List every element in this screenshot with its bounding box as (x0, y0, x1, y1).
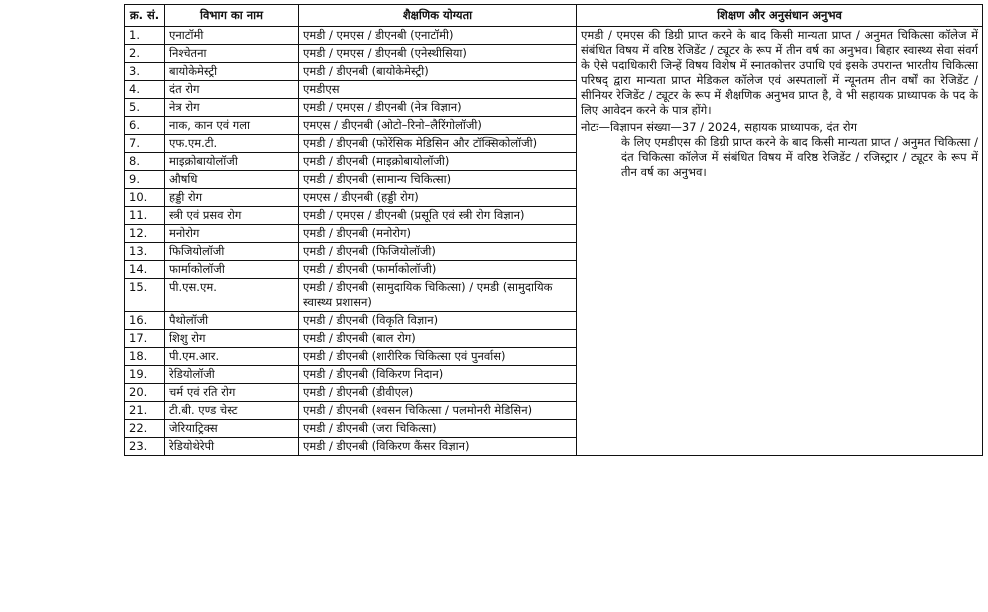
department-cell: हड्डी रोग (165, 189, 299, 207)
table-row (125, 27, 983, 45)
serial-cell: 18. (125, 348, 165, 366)
qualification-cell: एमडी / एमएस / डीएनबी (नेत्र विज्ञान) (299, 99, 577, 117)
qualification-cell: एमडी / डीएनबी (डीवीएल) (299, 384, 577, 402)
qualification-cell: एमडी / डीएनबी (फार्माकोलॉजी) (299, 261, 577, 279)
department-cell: माइक्रोबायोलॉजी (165, 153, 299, 171)
header-experience: शिक्षण और अनुसंधान अनुभव (577, 5, 983, 27)
serial-cell: 10. (125, 189, 165, 207)
qualification-cell: एमडी / डीएनबी (फोरेंसिक मेडिसिन और टॉक्सिकोलॉजी) (299, 135, 577, 153)
table-body (125, 27, 983, 456)
serial-cell: 17. (125, 330, 165, 348)
department-cell: निश्चेतना (165, 45, 299, 63)
serial-cell: 12. (125, 225, 165, 243)
serial-cell: 13. (125, 243, 165, 261)
department-cell: नेत्र रोग (165, 99, 299, 117)
qualification-cell: एमडी / डीएनबी (सामान्य चिकित्सा) (299, 171, 577, 189)
department-cell: बायोकेमेस्ट्री (165, 63, 299, 81)
department-cell: रेडियोलॉजी (165, 366, 299, 384)
department-cell: पी.एम.आर. (165, 348, 299, 366)
qualification-cell: एमडी / एमएस / डीएनबी (एनेस्थीसिया) (299, 45, 577, 63)
serial-cell: 23. (125, 438, 165, 456)
serial-cell: 4. (125, 81, 165, 99)
experience-note-lead: नोटः—विज्ञापन संख्या—37 / 2024, सहायक प्राध्यापक, दंत रोग (581, 120, 857, 134)
qualification-cell: एमडी / डीएनबी (बायोकेमेस्ट्री) (299, 63, 577, 81)
qualification-cell: एमडी / डीएनबी (सामुदायिक चिकित्सा) / एमडी (सामुदायिक स्वास्थ्य प्रशासन) (299, 279, 577, 312)
qualification-cell: एमडी / डीएनबी (फिजियोलॉजी) (299, 243, 577, 261)
serial-cell: 1. (125, 27, 165, 45)
department-cell: दंत रोग (165, 81, 299, 99)
serial-cell: 5. (125, 99, 165, 117)
department-cell: फार्माकोलॉजी (165, 261, 299, 279)
qualification-table (124, 4, 983, 456)
table-header-row (125, 5, 983, 27)
header-department: विभाग का नाम (165, 5, 299, 27)
serial-cell: 16. (125, 312, 165, 330)
department-cell: जेरियाट्रिक्स (165, 420, 299, 438)
experience-note (581, 120, 978, 180)
experience-main-text: एमडी / एमएस की डिग्री प्राप्त करने के बाद किसी मान्यता प्राप्त / अनुमत चिकित्सा कॉलेज में संबंधित विषय में वरिष्ठ रेजिडेंट / ट्यूटर के रूप में तीन वर्ष का अनुभव। बिहार स्वास्थ्य सेवा संवर्ग के ऐसे पदाधिकारी जिन्हें विषय विशेष में स्नातकोत्तर उपाधि एवं इसके उपरान्त भारतीय चिकित्सा परिषद् द्वारा मान्यता प्राप्त मेडिकल कॉलेज एवं अस्पतालों में न्यूनतम तीन वर्षों का रेजिडेंट / सीनियर रेजिडेंट / ट्यूटर के रूप में शैक्षणिक अनुभव प्राप्त है, वे भी सहायक प्राध्यापक के पद के लिए आवेदन करने के पात्र होंगे। (581, 28, 978, 117)
qualification-cell: एमडी / डीएनबी (विकिरण निदान) (299, 366, 577, 384)
department-cell: रेडियोथेरेपी (165, 438, 299, 456)
department-cell: एनाटॉमी (165, 27, 299, 45)
serial-cell: 3. (125, 63, 165, 81)
serial-cell: 11. (125, 207, 165, 225)
department-cell: शिशु रोग (165, 330, 299, 348)
qualification-cell: एमडीएस (299, 81, 577, 99)
qualification-cell: एमडी / एमएस / डीएनबी (एनाटॉमी) (299, 27, 577, 45)
serial-cell: 20. (125, 384, 165, 402)
serial-cell: 8. (125, 153, 165, 171)
serial-cell: 15. (125, 279, 165, 312)
qualification-cell: एमडी / डीएनबी (बाल रोग) (299, 330, 577, 348)
serial-cell: 9. (125, 171, 165, 189)
qualification-cell: एमएस / डीएनबी (ओटो–रिनो–लैरिंगोलॉजी) (299, 117, 577, 135)
department-cell: चर्म एवं रति रोग (165, 384, 299, 402)
serial-cell: 22. (125, 420, 165, 438)
serial-cell: 2. (125, 45, 165, 63)
header-serial: क्र. सं. (125, 5, 165, 27)
serial-cell: 21. (125, 402, 165, 420)
department-cell: फिजियोलॉजी (165, 243, 299, 261)
qualification-cell: एमडी / डीएनबी (श्वसन चिकित्सा / पलमोनरी मेडिसिन) (299, 402, 577, 420)
serial-cell: 19. (125, 366, 165, 384)
serial-cell: 7. (125, 135, 165, 153)
qualification-cell: एमएस / डीएनबी (हड्डी रोग) (299, 189, 577, 207)
serial-cell: 14. (125, 261, 165, 279)
qualification-cell: एमडी / डीएनबी (विकिरण कैंसर विज्ञान) (299, 438, 577, 456)
department-cell: पी.एस.एम. (165, 279, 299, 312)
qualification-cell: एमडी / डीएनबी (माइक्रोबायोलॉजी) (299, 153, 577, 171)
department-cell: स्त्री एवं प्रसव रोग (165, 207, 299, 225)
qualification-cell: एमडी / डीएनबी (विकृति विज्ञान) (299, 312, 577, 330)
department-cell: नाक, कान एवं गला (165, 117, 299, 135)
serial-cell: 6. (125, 117, 165, 135)
experience-note-body: के लिए एमडीएस की डिग्री प्राप्त करने के बाद किसी मान्यता प्राप्त / अनुमत चिकित्सा / दंत चिकित्सा कॉलेज में संबंधित विषय में वरिष्ठ रेजिडेंट / रजिस्ट्रार / ट्यूटर के रूप में तीन वर्ष का अनुभव। (621, 135, 978, 179)
department-cell: औषधि (165, 171, 299, 189)
experience-cell (577, 27, 983, 456)
qualification-cell: एमडी / डीएनबी (शारीरिक चिकित्सा एवं पुनर्वास) (299, 348, 577, 366)
department-cell: पैथोलॉजी (165, 312, 299, 330)
header-qualification: शैक्षणिक योग्यता (299, 5, 577, 27)
department-cell: एफ.एम.टी. (165, 135, 299, 153)
department-cell: टी.बी. एण्ड चेस्ट (165, 402, 299, 420)
department-cell: मनोरोग (165, 225, 299, 243)
qualification-cell: एमडी / डीएनबी (जरा चिकित्सा) (299, 420, 577, 438)
qualification-cell: एमडी / डीएनबी (मनोरोग) (299, 225, 577, 243)
document-sheet (124, 4, 982, 608)
qualification-cell: एमडी / एमएस / डीएनबी (प्रसूति एवं स्त्री रोग विज्ञान) (299, 207, 577, 225)
